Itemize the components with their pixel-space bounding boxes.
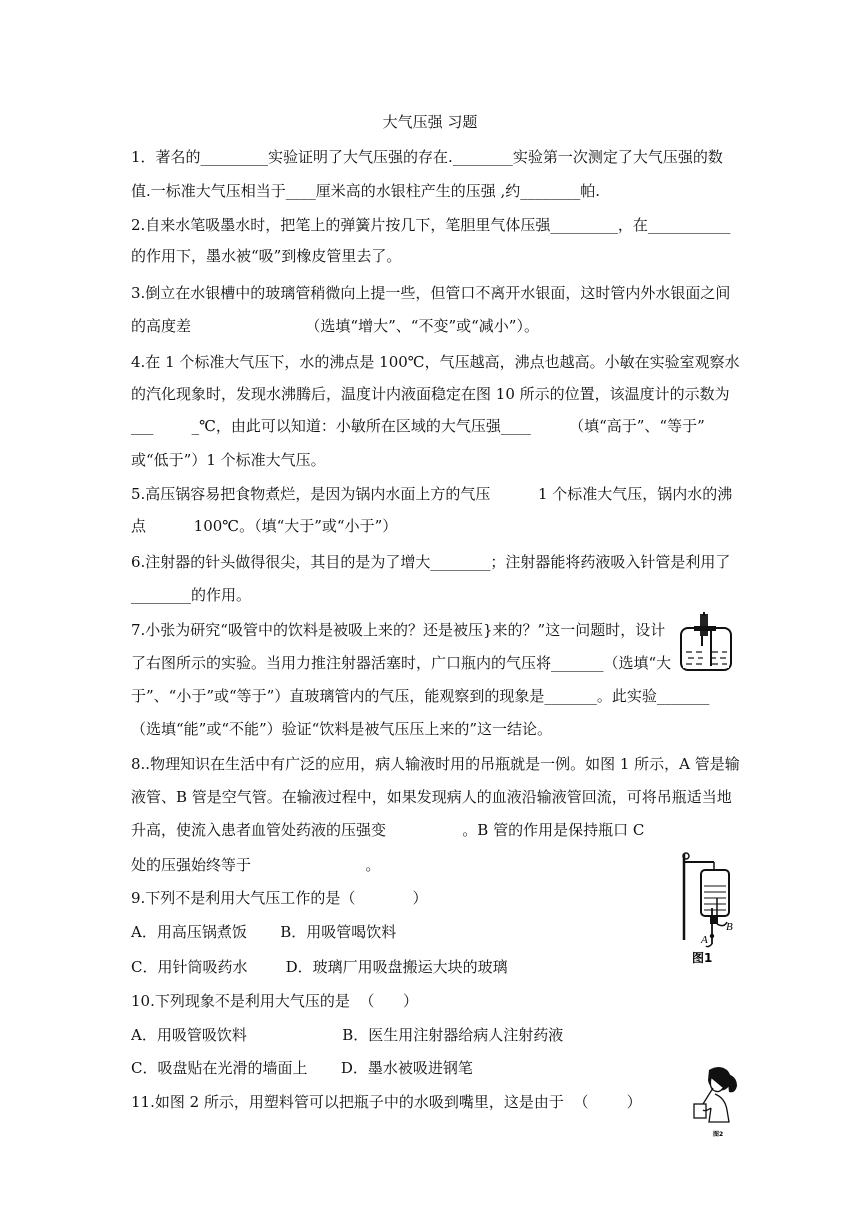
option-line: A．用高压锅煮饭 B．用吸管喝饮料 bbox=[131, 923, 397, 941]
question-line: 了右图所示的实验。当用力推注射器活塞时，广口瓶内的气压将_______（选填“大 bbox=[131, 654, 672, 672]
question-line: 或“低于”）1 个标准大气压。 bbox=[131, 451, 326, 469]
question-line: ________的作用。 bbox=[131, 586, 252, 604]
option-line: C．吸盘贴在光滑的墙面上 D．墨水被吸进钢笔 bbox=[131, 1059, 473, 1077]
question-line: 10.下列现象不是利用大气压的是 （ ） bbox=[131, 992, 419, 1010]
question-line: 处的压强始终等于 。 bbox=[131, 856, 381, 874]
question-line: 1．著名的_________实验证明了大气压强的存在.________实验第一次测定了大气压强的数 bbox=[131, 148, 723, 166]
question-line: 4.在 1 个标准大气压下，水的沸点是 100℃，气压越高，沸点也越高。小敏在实验室观察水 bbox=[131, 353, 740, 371]
question-line: 值.一标准大气压相当于____厘米高的水银柱产生的压强 ,约________帕. bbox=[131, 182, 601, 200]
page-title: 大气压强 习题 bbox=[382, 113, 478, 131]
question-line: 升高，使流入患者血管处药液的压强变 。B 管的作用是保持瓶口 C bbox=[131, 821, 645, 839]
question-line: 液管、B 管是空气管。在输液过程中，如果发现病人的血液沿输液管回流，可将吊瓶适当地 bbox=[131, 788, 732, 806]
fig1-label-b: B bbox=[726, 921, 733, 933]
question-line: （选填“能”或“不能”）验证“饮料是被气压压上来的”这一结论。 bbox=[131, 720, 553, 738]
option-line: A．用吸管吸饮料 B．医生用注射器给病人注射药液 bbox=[131, 1026, 564, 1044]
question-line: 2.自来水笔吸墨水时，把笔上的弹簧片按几下，笔胆里气体压强_________，在___________ bbox=[131, 216, 731, 234]
iv-drip-figure bbox=[672, 848, 738, 966]
question-line: 8..物理知识在生活中有广泛的应用，病人输液时用的吊瓶就是一例。如图 1 所示，A 管是输 bbox=[131, 755, 740, 773]
fig2-caption: 图2 bbox=[713, 1131, 724, 1138]
question-line: 9.下列不是利用大气压工作的是（ ） bbox=[131, 889, 428, 907]
question-line: 5.高压锅容易把食物煮烂，是因为锅内水面上方的气压 1 个标准大气压，锅内水的沸 bbox=[131, 485, 733, 503]
question-line: 6.注射器的针头做得很尖，其目的是为了增大________；注射器能将药液吸入针管是利用了 bbox=[131, 553, 731, 571]
question-line: 3.倒立在水银槽中的玻璃管稍微向上提一些，但管口不离开水银面，这时管内外水银面之间 bbox=[131, 284, 731, 302]
question-line: 7.小张为研究“吸管中的饮料是被吸上来的？还是被压}来的？”这一问题时，设计 bbox=[131, 621, 666, 639]
question-line: 点 100℃。（填“大于”或“小于”） bbox=[131, 517, 398, 535]
question-line: 的汽化现象时，发现水沸腾后，温度计内液面稳定在图 10 所示的位置，该温度计的示数为 bbox=[131, 385, 730, 403]
fig1-caption: 图1 bbox=[692, 951, 713, 965]
question-line: 于”、“小于”或“等于”）直玻璃管内的气压，能观察到的现象是_______。此实验_______ bbox=[131, 687, 710, 705]
question-line: 的高度差 （选填“增大”、“不变”或“减小”）。 bbox=[131, 317, 539, 335]
question-line: 的作用下，墨水被“吸”到橡皮管里去了。 bbox=[131, 247, 402, 265]
straw-drinking-figure bbox=[689, 1064, 741, 1140]
question-line: ___ _℃，由此可以知道：小敏所在区域的大气压强____ （填“高于”、“等于” bbox=[131, 417, 705, 435]
bottle-experiment-figure bbox=[678, 612, 736, 674]
question-line: 11.如图 2 所示，用塑料管可以把瓶子中的水吸到嘴里，这是由于 （ ） bbox=[131, 1093, 642, 1111]
fig1-label-a: A bbox=[701, 934, 708, 946]
option-line: C．用针筒吸药水 D．玻璃厂用吸盘搬运大块的玻璃 bbox=[131, 958, 508, 976]
